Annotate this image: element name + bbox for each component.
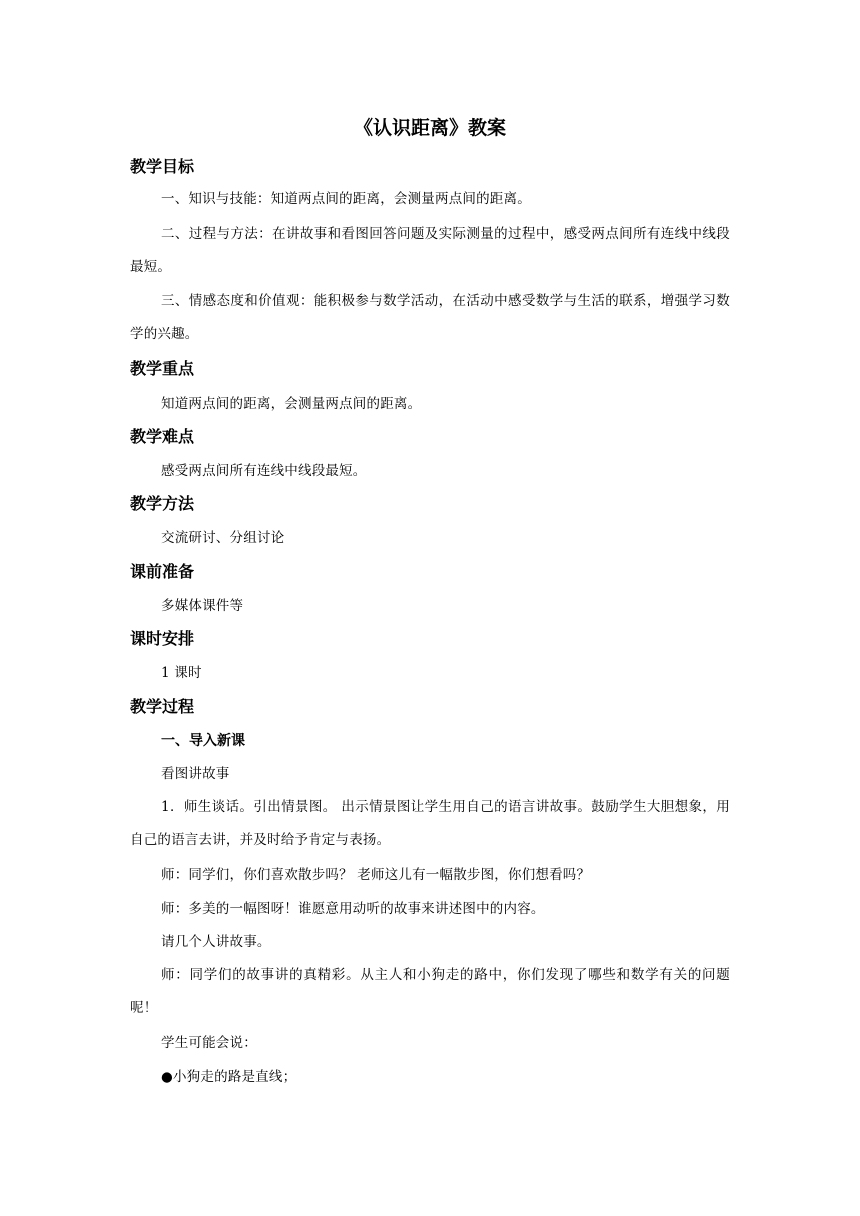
process-paragraph: 师：多美的一幅图呀！谁愿意用动听的故事来讲述图中的内容。 [161,901,545,917]
objective-item: 一、知识与技能：知道两点间的距离，会测量两点间的距离。 [161,191,531,207]
process-paragraph: 1．师生谈话。引出情景图。 出示情景图让学生用自己的语言讲故事。鼓励学生大胆想象，用自己的语言去讲，并及时给予肯定与表扬。 [130,799,730,848]
process-paragraph: 请几个人讲故事。 [161,934,271,950]
process-subheading: 一、导入新课 [161,733,245,749]
schedule-text: 1 课时 [161,665,202,681]
section-heading-schedule: 课时安排 [130,629,195,648]
key-points-text: 知道两点间的距离，会测量两点间的距离。 [161,396,422,412]
document-title: 《认识距离》教案 [353,117,506,139]
section-heading-objectives: 教学目标 [130,157,195,176]
section-heading-process: 教学过程 [130,697,195,716]
section-heading-difficulties: 教学难点 [130,427,195,446]
process-paragraph: 师：同学们，你们喜欢散步吗？ 老师这儿有一幅散步图，你们想看吗？ [161,867,591,883]
objective-item: 三、情感态度和价值观：能积极参与数学活动，在活动中感受数学与生活的联系，增强学习数学的兴趣。 [130,293,730,342]
section-heading-preparation: 课前准备 [130,562,195,581]
process-paragraph: 师：同学们的故事讲的真精彩。从主人和小狗走的路中，你们发现了哪些和数学有关的问题呢！ [130,967,730,1016]
process-paragraph: 学生可能会说： [161,1035,257,1051]
difficulties-text: 感受两点间所有连线中线段最短。 [161,463,367,479]
process-paragraph: 看图讲故事 [161,766,230,782]
objective-item: 二、过程与方法：在讲故事和看图回答问题及实际测量的过程中，感受两点间所有连线中线段最短。 [130,226,730,275]
preparation-text: 多媒体课件等 [161,598,244,614]
process-paragraph: ●小狗走的路是直线； [161,1069,297,1085]
section-heading-key-points: 教学重点 [130,359,195,378]
methods-text: 交流研讨、分组讨论 [161,530,285,546]
section-heading-methods: 教学方法 [130,494,195,513]
